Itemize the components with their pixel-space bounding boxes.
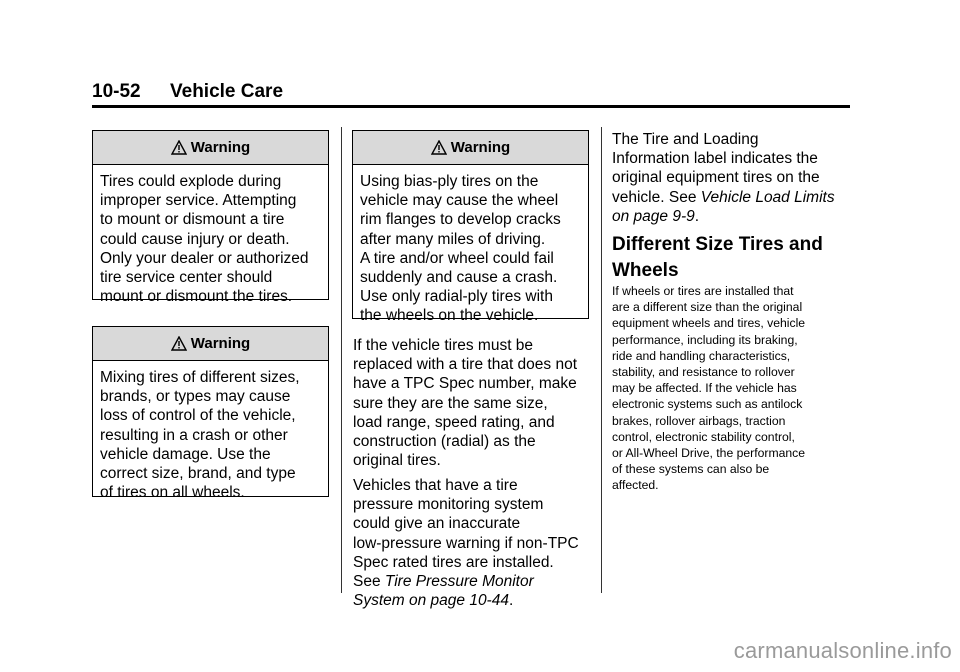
text-line: stability, and resistance to rollover [612,365,795,380]
warning-box [92,326,329,502]
section-heading [612,232,823,284]
text-line: original tires. [353,452,441,470]
text-line: to mount or dismount a tire [100,211,285,229]
warning-triangle-icon [431,140,447,155]
warning-box [92,130,329,306]
text-line: of tires on all wheels. [100,484,245,502]
text-line: loss of control of the vehicle, [100,407,296,425]
text-line: resulting in a crash or other [100,426,288,444]
warning-title: Warning [190,139,251,156]
text-line: after many miles of driving. [360,230,546,248]
text-line: If wheels or tires are installed that [612,284,794,298]
text-line: original equipment tires on the [612,169,820,187]
text-line: equipment wheels and tires, vehicle [612,316,806,331]
text-line: Spec rated tires are installed. [353,553,554,571]
column-divider [341,127,342,593]
text-line: or All-Wheel Drive, the performance [612,446,806,461]
cross-reference-link[interactable]: System on page 10-44 [353,592,509,610]
text-line: Information label indicates the [612,150,818,168]
text-line: brakes, rollover airbags, traction [612,413,786,428]
warning-box [352,130,589,325]
paragraph-different-size [612,283,805,494]
text-line: Use only radial-ply tires with [360,288,553,306]
text-line: brands, or types may cause [100,388,291,406]
text-line: Only your dealer or authorized [100,249,309,267]
column-divider [601,127,602,593]
warning-title: Warning [450,139,511,156]
text-line: vehicle may cause the wheel [360,192,559,210]
text-line [612,188,835,207]
see-text: See [353,573,385,591]
text-line: performance, including its braking, [612,332,798,347]
text-line: of these systems can also be [612,462,770,477]
text-line: electronic systems such as antilock [612,397,803,412]
text-line: mount or dismount the tires. [100,288,293,306]
text-line: affected. [612,478,659,493]
text-line: have a TPC Spec number, make [353,375,577,393]
text-line: vehicle damage. Use the [100,445,271,463]
paragraph-tpms [353,476,579,610]
heading-line: Different Size Tires and [612,234,823,255]
warning-header [93,327,328,361]
text-line: The Tire and Loading [612,131,759,148]
heading-line: Wheels [612,260,679,281]
warning-title: Warning [190,335,251,352]
text-line [612,207,835,226]
text-line: the wheels on the vehicle. [360,307,539,325]
text-line: Vehicles that have a tire [353,477,518,494]
page-header [92,80,850,108]
text-line: control, electronic stability control, [612,429,795,444]
text-line: suddenly and cause a crash. [360,269,558,287]
text-line: Using bias-ply tires on the [360,173,539,190]
text-line: are a different size than the original [612,300,803,315]
text-line: improper service. Attempting [100,192,297,210]
text-line: Mixing tires of different sizes, [100,369,300,386]
text-line: could give an inaccurate [353,515,521,533]
paragraph-tpc-spec [353,336,577,470]
warning-header [353,131,588,165]
paragraph-tire-label [612,130,835,226]
text-line: sure they are the same size, [353,394,548,412]
warning-text [93,165,328,306]
warning-text [93,361,328,502]
text-line: construction (radial) as the [353,433,536,451]
section-title: Vehicle Care [170,81,284,102]
text-line: Tires could explode during [100,173,282,190]
text-line: ride and handling characteristics, [612,348,791,363]
punctuation: . [694,207,700,225]
cross-reference-link[interactable]: on page 9-9 [612,207,695,225]
see-text: vehicle. See [612,188,701,206]
punctuation: . [508,592,514,610]
watermark: carmanualsonline.info [733,638,952,663]
warning-triangle-icon [171,336,187,351]
text-line: tire service center should [100,269,273,287]
text-line: load range, speed rating, and [353,413,555,431]
page-number: 10-52 [92,81,141,102]
warning-triangle-icon [171,140,187,155]
cross-reference-link[interactable]: Tire Pressure Monitor [384,573,534,591]
warning-header [93,131,328,165]
warning-text [353,165,588,326]
text-line: rim flanges to develop cracks [360,211,561,229]
text-line: pressure monitoring system [353,496,544,514]
text-line: A tire and/or wheel could fail [360,249,554,267]
text-line: low-pressure warning if non-TPC [353,534,579,552]
cross-reference-link[interactable]: Vehicle Load Limits [700,188,835,206]
text-line: may be affected. If the vehicle has [612,381,797,396]
text-line: could cause injury or death. [100,230,290,248]
text-line [353,591,579,610]
text-line: replaced with a tire that does not [353,356,578,374]
text-line: correct size, brand, and type [100,465,296,483]
text-line: If the vehicle tires must be [353,337,534,354]
text-line [353,572,579,591]
